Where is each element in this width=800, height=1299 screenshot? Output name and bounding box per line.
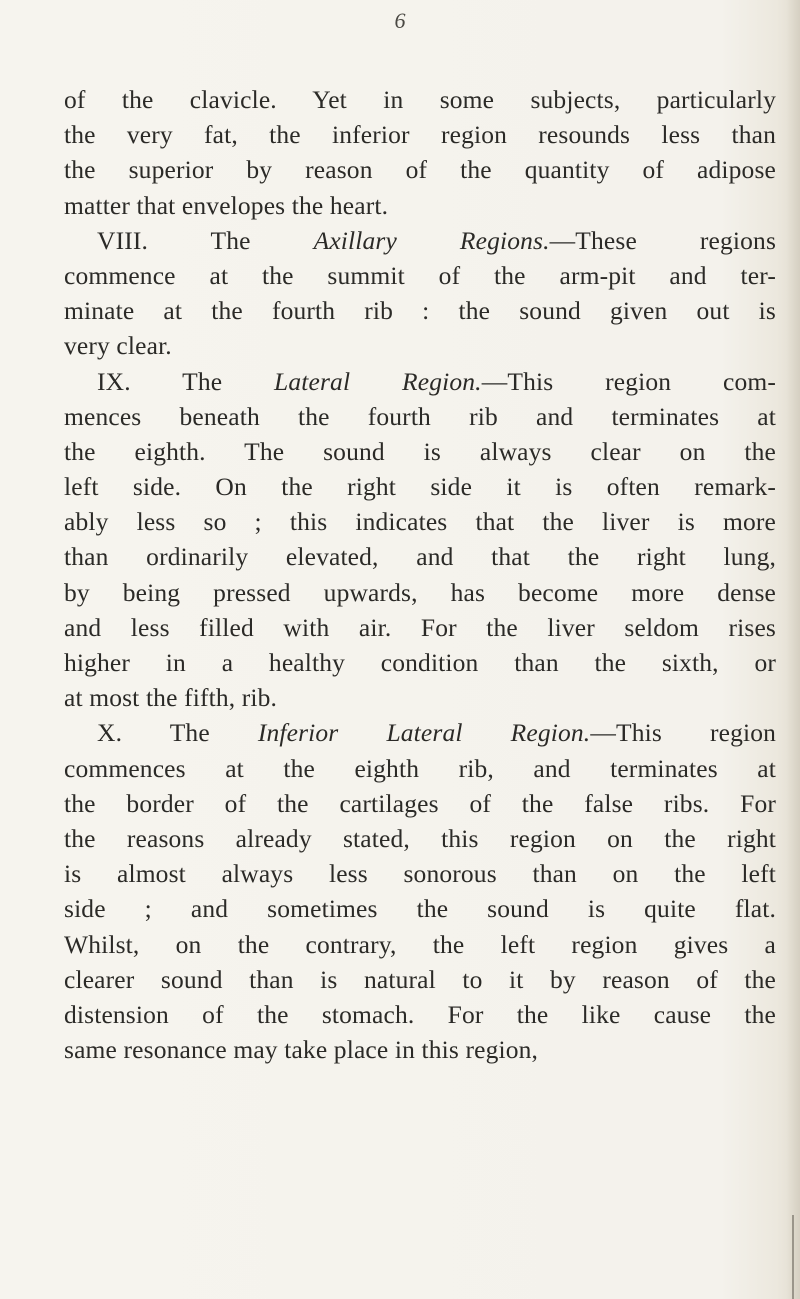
text-line: the eighth. The sound is always clear on the <box>64 436 776 466</box>
text-line: clearer sound than is natural to it by reason of the <box>64 964 776 994</box>
section-heading-line <box>64 364 776 399</box>
text-line: matter that envelopes the heart. <box>64 190 389 220</box>
text-line: distension of the stomach. For the like cause the <box>64 999 776 1029</box>
text-line: very clear. <box>64 331 172 361</box>
text-line: and less filled with air. For the liver seldom rises <box>64 612 776 642</box>
section-title: Inferior Lateral Region. <box>257 718 591 748</box>
text-line: the reasons already stated, this region on the right <box>64 823 776 853</box>
text-line: same resonance may take place in this region, <box>64 1035 539 1065</box>
text-line: commence at the summit of the arm-pit and ter- <box>64 260 776 290</box>
section-number: VIII. The <box>97 225 314 255</box>
text-line: higher in a healthy condition than the sixth, or <box>64 648 776 677</box>
text-line: the superior by reason of the quantity of adipose <box>64 155 776 185</box>
text-line: minate at the fourth rib : the sound given out is <box>64 296 776 326</box>
section-number: X. The <box>97 718 258 748</box>
body-text <box>64 82 776 1067</box>
section-title: Lateral Region. <box>274 366 482 396</box>
text-line: than ordinarily elevated, and that the right lung, <box>64 542 776 572</box>
text-line: left side. On the right side it is often remark- <box>64 472 776 502</box>
text-line: commences at the eighth rib, and terminates at <box>64 753 776 783</box>
text-line: the very fat, the inferior region resounds less than <box>64 120 776 150</box>
section-heading-line <box>64 223 776 258</box>
text-line: at most the fifth, rib. <box>64 683 278 713</box>
page-edge-mark <box>792 1215 794 1299</box>
page-edge-shadow <box>786 0 800 1299</box>
text-line: of the clavicle. Yet in some subjects, particularly <box>64 85 776 114</box>
page-number: 6 <box>394 8 406 33</box>
text-line: mences beneath the fourth rib and terminates at <box>64 401 776 431</box>
section-title: Axillary Regions. <box>313 225 550 255</box>
text-line: ably less so ; this indicates that the liver is more <box>64 507 776 537</box>
text-line: side ; and sometimes the sound is quite flat. <box>64 894 776 924</box>
text-line: Whilst, on the contrary, the left region gives a <box>64 929 776 959</box>
section-text: —These regions <box>549 225 777 255</box>
text-line: the border of the cartilages of the false ribs. For <box>64 788 776 818</box>
section-number: IX. The <box>97 366 275 396</box>
section-heading-line <box>64 715 776 750</box>
section-text: —This region com- <box>481 366 776 396</box>
text-line: is almost always less sonorous than on the left <box>64 859 776 889</box>
section-text: —This region <box>590 718 777 748</box>
text-line: by being pressed upwards, has become more dense <box>64 577 776 607</box>
